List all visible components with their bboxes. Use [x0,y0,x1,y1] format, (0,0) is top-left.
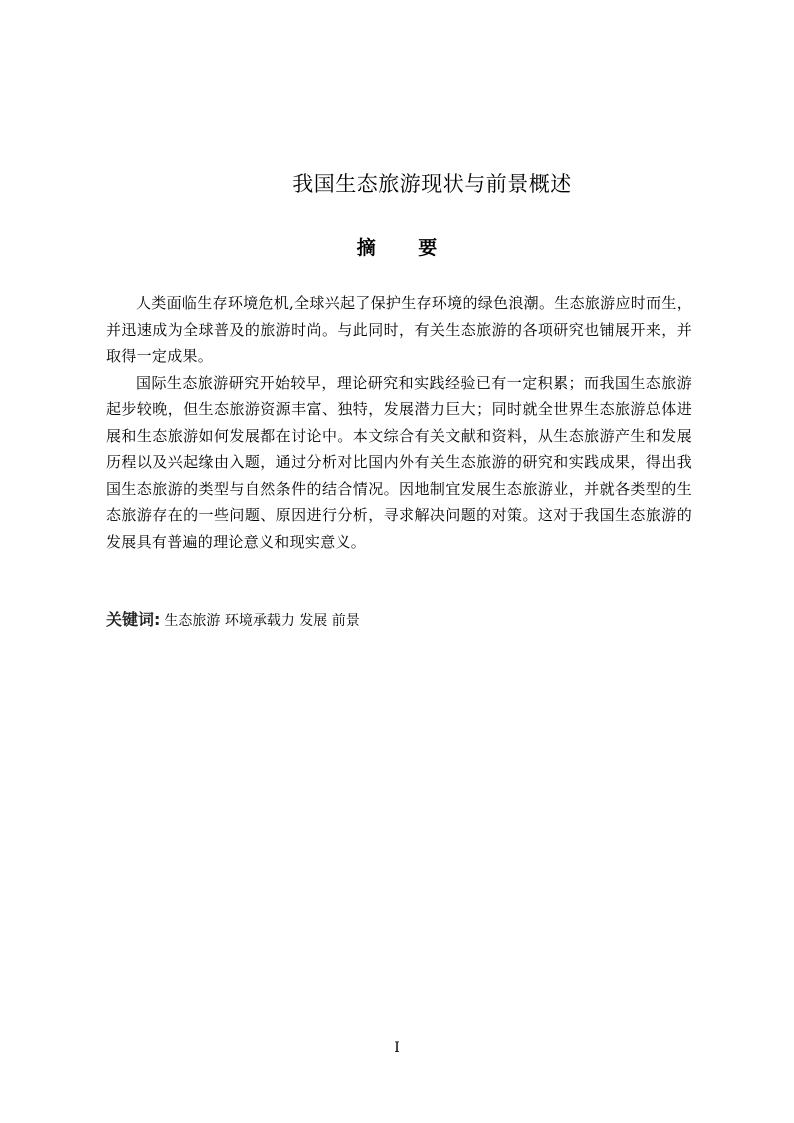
document-title: 我国生态旅游现状与前景概述 [292,172,572,196]
keywords-label: 关键词: [106,610,161,629]
keywords-line [106,609,692,632]
keywords-values: 生态旅游 环境承载力 发展 前景 [164,613,360,629]
page-number: I [394,1040,400,1056]
abstract-paragraph-2: 国际生态旅游研究开始较早，理论研究和实践经验已有一定积累；而我国生态旅游起步较晚，但生态旅游资源丰富、独特，发展潜力巨大；同时就全世界生态旅游总体进展和生态旅游如何发展都在讨论中。本文综合有关文献和资料，从生态旅游产生和发展历程以及兴起缘由入题，通过分析对比国内外有关生态旅游的研究和实践成果，得出我国生态旅游的类型与自然条件的结合情况。因地制宜发展生态旅游业，并就各类型的生态旅游存在的一些问题、原因进行分析，寻求解决问题的对策。这对于我国生态旅游的发展具有普遍的理论意义和现实意义。 [106,373,692,551]
abstract-heading: 摘 要 [356,237,456,259]
abstract-paragraph-1: 人类面临生存环境危机,全球兴起了保护生存环境的绿色浪潮。生态旅游应时而生，并迅速成为全球普及的旅游时尚。与此同时，有关生态旅游的各项研究也铺展开来，并取得一定成果。 [106,294,692,365]
abstract-body [106,290,692,555]
